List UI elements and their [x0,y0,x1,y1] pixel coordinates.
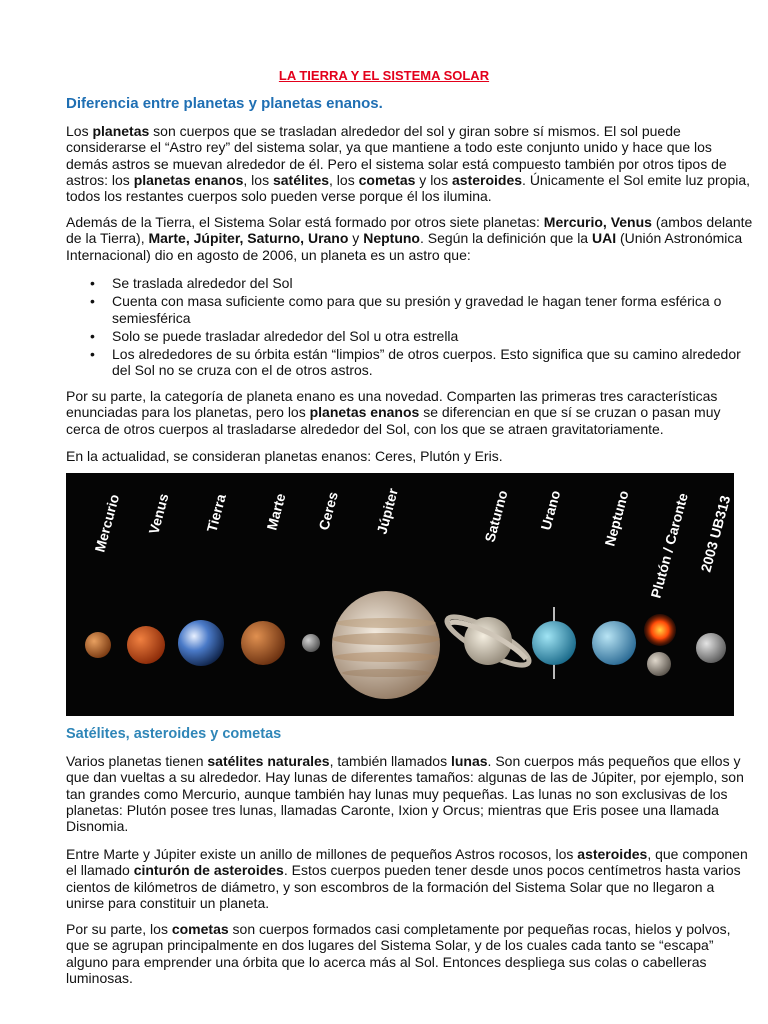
neptuno-sphere [592,621,636,665]
planet-label-2003-ub313: 2003 UB313 [697,493,734,574]
list-item: • Se traslada alrededor del Sol [66,275,756,291]
planet-label-venus: Venus [145,491,172,536]
list-item: • Cuenta con masa suficiente como para que su presión y gravedad le hagan tener forma esférica o semiesférica [66,293,756,326]
planet-label-marte: Marte [263,491,289,532]
section-heading-planetas: Diferencia entre planetas y planetas enanos. [66,95,383,112]
list-item: • Solo se puede trasladar alrededor del Sol u otra estrella [66,328,756,344]
planet-label-neptuno: Neptuno [601,488,632,548]
page-title: LA TIERRA Y EL SISTEMA SOLAR [278,68,490,83]
paragraph-cometas: Por su parte, los cometas son cuerpos formados casi completamente por pequeñas rocas, hielos y polvos, que se agrupan principalmente en dos lugares del Sistema Solar, y de los cuales cada tanto se “escapa” alguno para emprender una órbita que lo acerca más al Sol. Entonces despliega sus colas o cabelleras luminosas. [66,921,731,986]
paragraph-siete-planetas: Además de la Tierra, el Sistema Solar está formado por otros siete planetas: Mercurio, Venus (ambos delante de la Tierra), Marte, Júpiter, Saturno, Urano y Neptuno. Según la definición que la UAI (Unión Astronómica Internacional) dio en agosto de 2006, un planeta es un astro que: [66,214,753,263]
tierra-sphere [178,620,224,666]
paragraph-asteroides: Entre Marte y Júpiter existe un anillo de millones de pequeños Astros rocosos, los asteroides, que componen el llamado cinturón de asteroides. Estos cuerpos pueden tener desde unos pocos centímetros hasta varios cientos de kilómetros de diámetro, y son escombros de la formación del Sistema Solar que no llegaron a unirse para constituir un planeta. [66,846,748,911]
planet-label-tierra: Tierra [203,492,229,534]
planet-criteria-list [66,275,756,381]
paragraph-planetas-intro: Los planetas son cuerpos que se trasladan alrededor del sol y giran sobre sí mismos. El sol puede considerarse el “Astro rey” del sistema solar, ya que mantiene a todo este conjunto unido y hace que los demás astros se muevan alrededor de él. Pero el sistema solar está compuesto también por otros tipos de astros: los planetas enanos, los satélites, los cometas y los asteroides. Únicamente el Sol emite luz propia, todos los restantes cuerpos solo pueden verse porque él los ilumina. [66,123,751,205]
pluton-sphere [644,614,676,646]
planet-label-ceres: Ceres [315,490,341,532]
paragraph-satelites: Varios planetas tienen satélites naturales, también llamados lunas. Son cuerpos más pequeños que ellos y que dan vueltas a su alrededor. Hay lunas de diferentes tamaños: algunas de las de Júpiter, por ejemplo, son tan grandes como Mercurio, aunque también hay lunas muy pequeñas. Las lunas no son exclusivas de los planetas: Plutón posee tres lunas, llamadas Caronte, Ixion y Orcus; mientras que Eris posee una llamada Disnomia. [66,753,744,835]
mercurio-sphere [85,632,111,658]
jupiter-sphere [332,591,440,699]
planet-label-jupiter: Júpiter [373,486,401,536]
planet-label-mercurio: Mercurio [91,492,123,554]
ub313-sphere [696,633,726,663]
planet-label-pluton-caronte: Plutón / Caronte [647,491,691,600]
venus-sphere [127,626,165,664]
marte-sphere [241,621,285,665]
planet-label-urano: Urano [537,488,564,532]
paragraph-actualidad: En la actualidad, se consideran planetas enanos: Ceres, Plutón y Eris. [66,448,503,464]
list-item: • Los alrededores de su órbita están “limpios” de otros cuerpos. Esto significa que su camino alrededor del Sol no se cruza con el de otros astros. [66,346,756,379]
planet-label-saturno: Saturno [481,488,511,544]
caronte-sphere [647,652,671,676]
paragraph-planetas-enanos: Por su parte, la categoría de planeta enano es una novedad. Comparten las primeras tres características enunciadas para los planetas, pero los planetas enanos se diferencian en que sí se cruzan o pasan muy cerca de otros cuerpos al trasladarse alrededor del Sol, con los que se atraen gravitatoriamente. [66,388,721,437]
section-heading-satelites: Satélites, asteroides y cometas [66,726,282,742]
solar-system-image [66,473,734,716]
ceres-sphere [302,634,320,652]
